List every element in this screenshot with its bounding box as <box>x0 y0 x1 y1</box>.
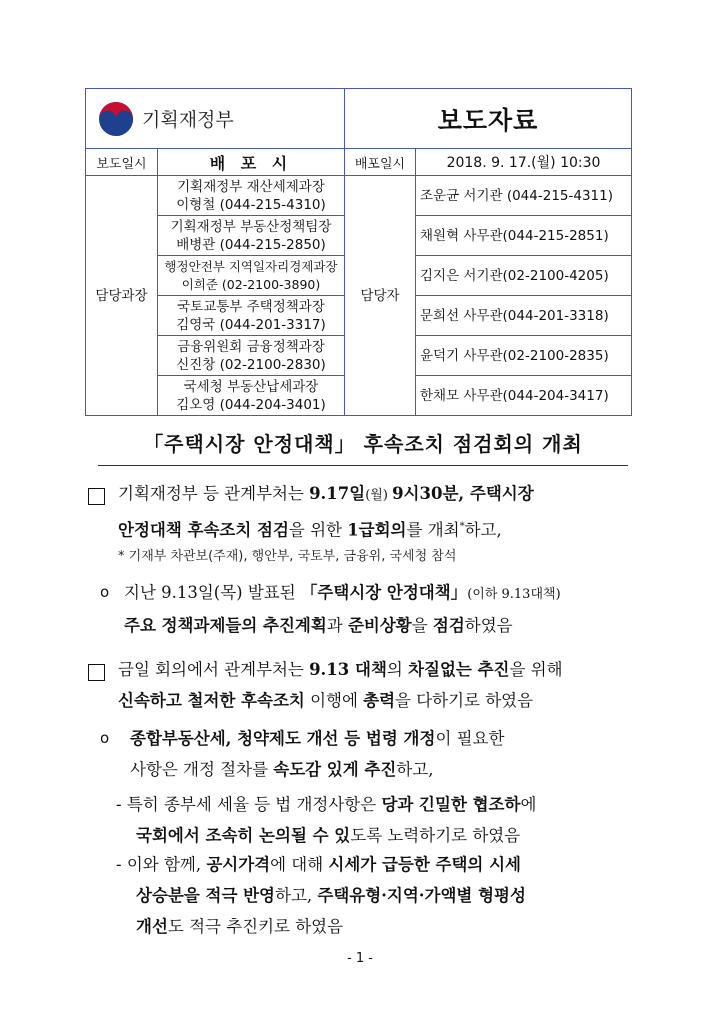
dept-cell <box>158 216 345 256</box>
square-bullet <box>88 488 105 505</box>
release-label: 보도일시 <box>86 149 158 176</box>
contact-cell: 채원혁 사무관(044-215-2851) <box>416 216 632 256</box>
contact-cell: 윤덕기 사무관(02-2100-2835) <box>416 336 632 376</box>
ministry-name: 기획재정부 <box>142 109 234 131</box>
dept-cell <box>158 336 345 376</box>
dept-org: 기획재정부 재산세제과장 <box>177 178 325 195</box>
dept-person: 이희준 (02-2100-3890) <box>181 276 321 292</box>
dept-cell <box>158 176 345 216</box>
paragraph-4: 종합부동산세, 청약제도 개선 등 법령 개정이 필요한 사항은 개정 절차를 속도감 있게 추진하고, <box>130 729 505 779</box>
dept-person: 배병관 (044-215-2850) <box>176 236 326 253</box>
doc-title: 보도자료 <box>345 89 632 149</box>
paragraph-3: 금일 회의에서 관계부처는 9.13 대책의 차질없는 추진을 위해 신속하고 철저한 후속조치 이행에 총력을 다하기로 하였음 <box>118 660 563 710</box>
release-value: 배 포 시 <box>158 149 345 176</box>
dept-person: 신진창 (02-2100-2830) <box>176 356 326 373</box>
page-number: - 1 - <box>347 951 373 966</box>
dept-label: 담당과장 <box>86 176 158 416</box>
dept-person: 이형철 (044-215-4310) <box>176 196 326 213</box>
logo-cell <box>86 89 345 149</box>
square-bullet <box>88 664 105 681</box>
dept-org: 금융위원회 금융정책과장 <box>177 338 325 355</box>
dist-label: 배포일시 <box>345 149 416 176</box>
dept-org: 기획재정부 부동산정책팀장 <box>170 218 332 235</box>
taegeuk-icon <box>96 99 136 139</box>
headline: 「주택시장 안정대책」 후속조치 점검회의 개최 <box>98 428 628 466</box>
contact-cell: 한채모 사무관(044-204-3417) <box>416 376 632 416</box>
dept-cell <box>158 376 345 416</box>
contact-cell: 김지은 서기관(02-2100-4205) <box>416 256 632 296</box>
dist-date: 2018. 9. 17.(월) 10:30 <box>416 149 632 176</box>
dept-org: 국토교통부 주택정책과장 <box>177 298 325 315</box>
person-label: 담당자 <box>345 176 416 416</box>
ministry-logo <box>86 99 344 139</box>
paragraph-5: - 특히 종부세 세율 등 법 개정사항은 당과 긴밀한 협조하에 국회에서 조속히 논의될 수 있도록 노력하기로 하였음 <box>116 795 537 845</box>
dept-person: 김오영 (044-204-3401) <box>176 396 326 413</box>
paragraph-1: 기획재정부 등 관계부처는 9.17일(월) 9시30분, 주택시장 안정대책 후속조치 점검을 위한 1급회의를 개최*하고, <box>118 484 534 540</box>
contact-cell: 조운균 서기관 (044-215-4311) <box>416 176 632 216</box>
circle-bullet: o <box>100 583 110 601</box>
dept-org: 국세청 부동산납세과장 <box>183 378 319 395</box>
circle-bullet: o <box>100 729 110 747</box>
paragraph-6: - 이와 함께, 공시가격에 대해 시세가 급등한 주택의 시세 상승분을 적극 반영하고, 주택유형·지역·가액별 형평성 개선도 적극 추진키로 하였음 <box>116 855 526 936</box>
dept-person: 김영국 (044-201-3317) <box>176 316 326 333</box>
header-table <box>85 88 632 416</box>
footnote: * 기재부 차관보(주재), 행안부, 국토부, 금융위, 국세청 참석 <box>118 549 457 564</box>
dept-cell <box>158 256 345 296</box>
contact-cell: 문희선 사무관(044-201-3318) <box>416 296 632 336</box>
paragraph-2: 지난 9.13일(목) 발표된 「주택시장 안정대책」(이하 9.13대책) 주요 정책과제들의 추진계획과 준비상황을 점검하였음 <box>124 583 561 635</box>
dept-cell <box>158 296 345 336</box>
dept-org: 행정안전부 지역일자리경제과장 <box>164 258 338 274</box>
